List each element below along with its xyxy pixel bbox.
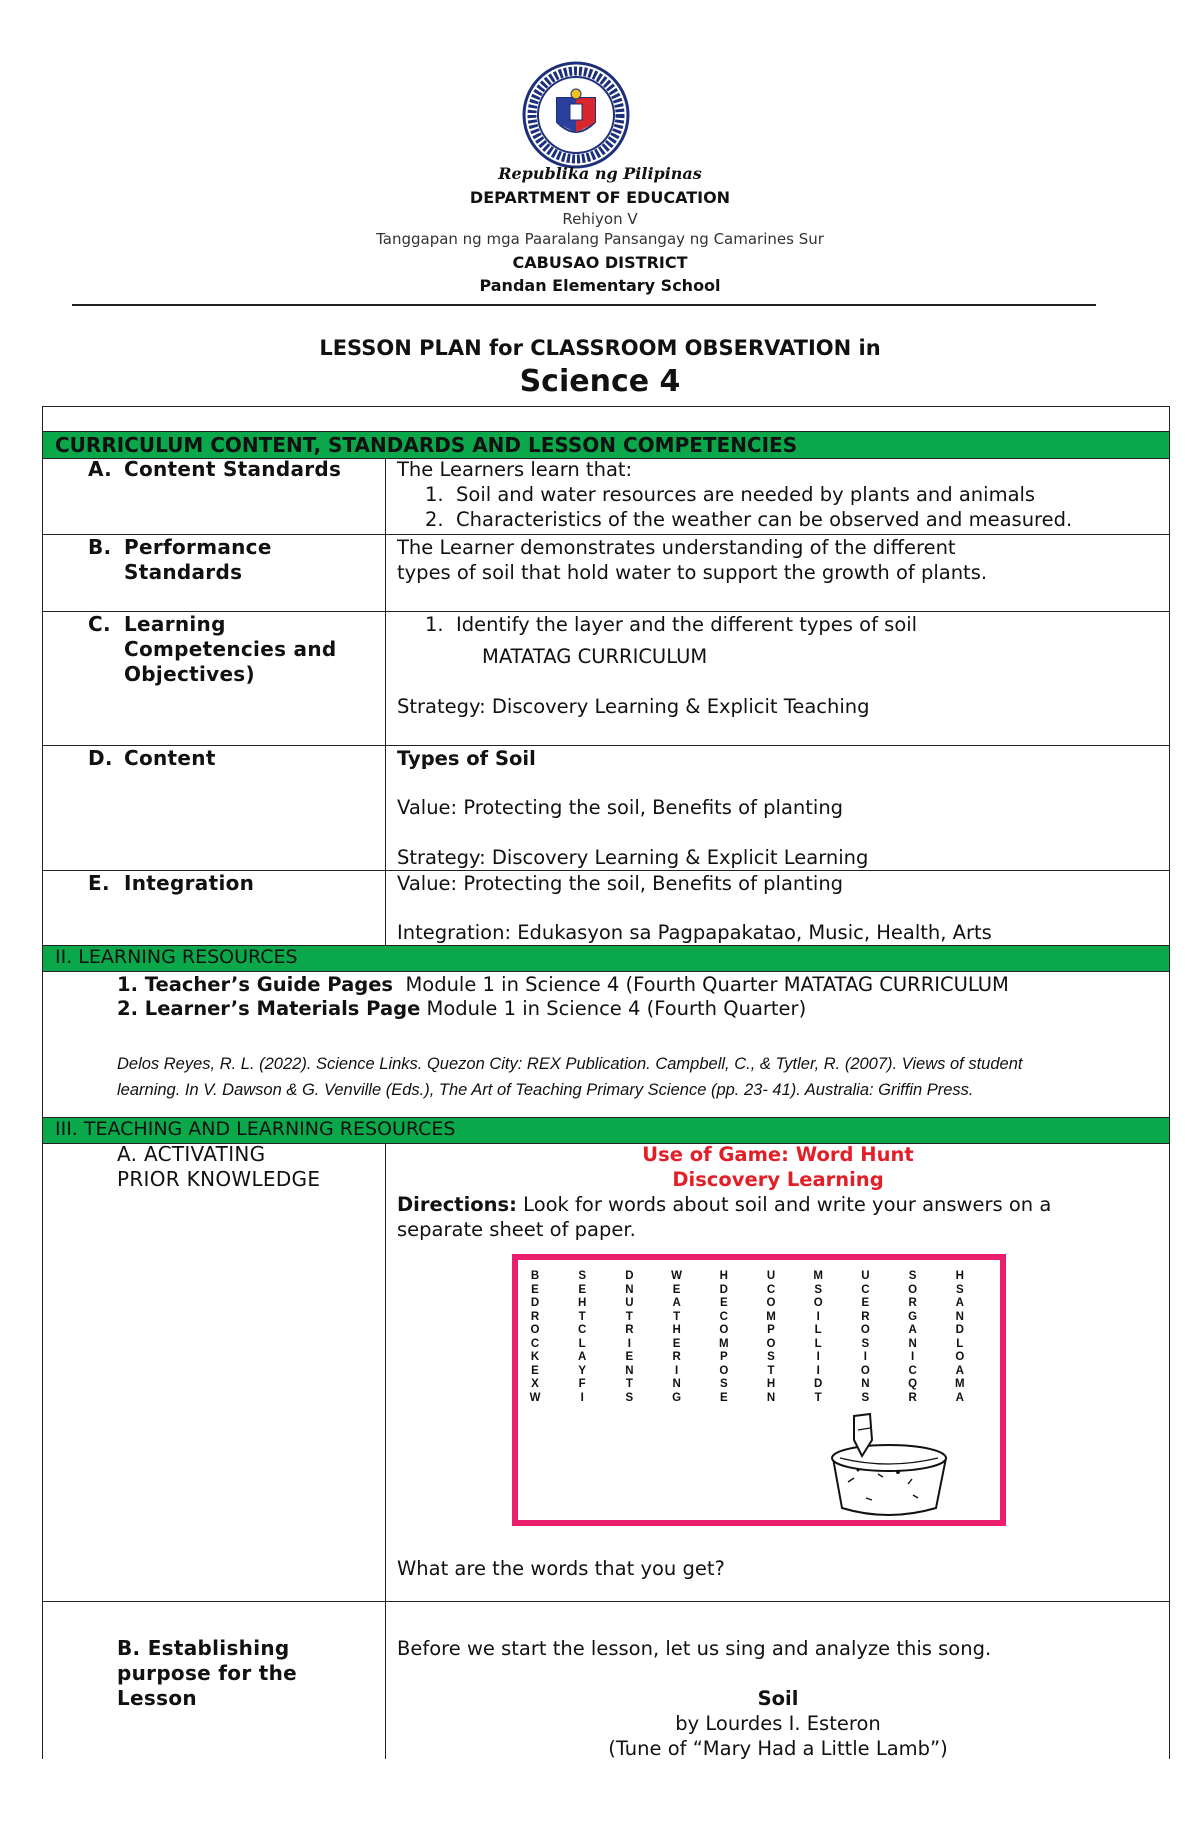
word-hunt-puzzle [512, 1254, 1006, 1526]
row-content [43, 746, 1169, 871]
content-cell [387, 535, 1169, 611]
strategy-text: Strategy: Discovery Learning & Explicit Teaching [397, 695, 870, 718]
subject-title: Science 4 [519, 364, 681, 399]
department-name: DEPARTMENT OF EDUCATION [469, 188, 731, 207]
reference-line: Delos Reyes, R. L. (2022). Science Links. Quezon City: REX Publication. Campbell, C., & Tytler, R. (2007). Views of student [117, 1055, 1023, 1073]
row-label-text: Content [124, 746, 216, 770]
learners-materials-label: 2. Learner’s Materials Page [117, 997, 421, 1020]
song-author: by Lourdes I. Esteron [675, 1712, 881, 1735]
row-letter: D. [88, 746, 113, 770]
strategy-text: Strategy: Discovery Learning & Explicit Learning [397, 846, 869, 869]
word-hunt-column: M S O I L L I I D T [813, 1270, 823, 1404]
school-name: Pandan Elementary School [479, 276, 721, 295]
content-cell [387, 612, 1169, 745]
song-title: Soil [757, 1687, 799, 1710]
row-label-text: Performance Standards [124, 535, 272, 584]
header-divider [72, 304, 1096, 306]
deped-seal-logo [521, 60, 631, 170]
label-cell [43, 871, 386, 945]
curriculum-name: MATATAG CURRICULUM [482, 645, 708, 668]
song-tune: (Tune of “Mary Had a Little Lamb”) [608, 1737, 948, 1760]
label-cell [43, 1602, 386, 1759]
performance-line: The Learner demonstrates understanding of the different [397, 536, 956, 559]
content-cell [387, 746, 1169, 870]
row-label [117, 1142, 320, 1192]
label-cell [43, 459, 386, 534]
list-item: 1. Soil and water resources are needed by plants and animals [425, 483, 1036, 506]
word-hunt-column: S E H T C L A Y F I [578, 1270, 587, 1404]
word-hunt-column: H S A N D L O A M A [955, 1270, 965, 1404]
word-hunt-column: B E D R O C K E X W [529, 1270, 541, 1404]
row-letter: A. [88, 457, 113, 481]
row-letter: E. [88, 871, 110, 895]
section-heading-label: CURRICULUM CONTENT, STANDARDS AND LESSON COMPETENCIES [55, 433, 798, 457]
row-label-text: A. ACTIVATING [117, 1142, 266, 1166]
section-heading-label: III. TEACHING AND LEARNING RESOURCES [55, 1118, 456, 1140]
row-label [117, 1636, 297, 1711]
document-title: LESSON PLAN for CLASSROOM OBSERVATION in [319, 336, 881, 360]
word-hunt-column: U C O M P O S T H N [766, 1270, 776, 1404]
row-label-text: Lesson [117, 1686, 197, 1710]
division-office: Tanggapan ng mga Paaralang Pansangay ng Camarines Sur [376, 230, 824, 248]
section-heading-curriculum [43, 432, 1169, 459]
section-heading-resources [43, 946, 1169, 972]
integration-text: Integration: Edukasyon sa Pagpapakatao, Music, Health, Arts [397, 921, 992, 944]
row-letter: C. [88, 612, 111, 636]
row-integration [43, 871, 1169, 946]
directions-label: Directions: [397, 1193, 517, 1216]
word-hunt-column: U C E R O S I O N S [860, 1270, 870, 1404]
word-hunt-column: H D E C O M P O S E [719, 1270, 729, 1404]
learners-materials-text: Module 1 in Science 4 (Fourth Quarter) [426, 997, 807, 1020]
row-label-text: Integration [124, 871, 255, 895]
label-cell [43, 535, 386, 611]
row-establishing-purpose [43, 1602, 1169, 1759]
performance-line: types of soil that hold water to support the growth of plants. [397, 561, 988, 584]
content-cell [387, 871, 1169, 945]
approach-title: Discovery Learning [672, 1168, 884, 1191]
competency-item: 1. Identify the layer and the different types of soil [425, 613, 918, 636]
lesson-topic: Types of Soil [397, 747, 536, 770]
content-cell [387, 459, 1169, 534]
row-label-text: Learning Competencies and Objectives) [124, 612, 337, 686]
word-hunt-column: W E A T H E R I N G [671, 1270, 683, 1404]
content-cell [387, 1602, 1169, 1759]
game-title: Use of Game: Word Hunt [642, 1143, 914, 1166]
row-label-text: PRIOR KNOWLEDGE [117, 1167, 321, 1191]
row-content-standards [43, 459, 1169, 535]
word-hunt-question: What are the words that you get? [397, 1557, 725, 1580]
directions-text: Look for words about soil and write your answers on a [516, 1193, 1052, 1216]
teachers-guide-label: 1. Teacher’s Guide Pages [117, 973, 394, 996]
row-learning-competencies [43, 612, 1169, 746]
standards-intro: The Learners learn that: [397, 458, 633, 481]
row-learning-resources [43, 972, 1169, 1118]
value-text: Value: Protecting the soil, Benefits of planting [397, 796, 844, 819]
region-name: Rehiyon V [562, 210, 638, 228]
row-letter: B. [88, 535, 112, 559]
value-text: Value: Protecting the soil, Benefits of planting [397, 872, 844, 895]
row-performance-standards [43, 535, 1169, 612]
directions-line: separate sheet of paper. [397, 1218, 636, 1241]
district-name: CABUSAO DISTRICT [512, 253, 688, 272]
song-intro: Before we start the lesson, let us sing and analyze this song. [397, 1637, 992, 1660]
section-heading-label: II. LEARNING RESOURCES [55, 946, 298, 968]
lesson-plan-table [42, 406, 1170, 1759]
row-label-text: B. Establishing [117, 1636, 290, 1660]
word-hunt-column: D N U T R I E N T S [625, 1270, 634, 1404]
label-cell [43, 612, 386, 745]
list-item: 2. Characteristics of the weather can be observed and measured. [425, 508, 1073, 531]
teachers-guide-text: Module 1 in Science 4 (Fourth Quarter MATATAG CURRICULUM [405, 973, 1009, 996]
section-heading-teaching [43, 1118, 1169, 1144]
learners-materials-line [117, 996, 806, 1021]
row-label-text: Content Standards [124, 457, 342, 481]
directions-line [397, 1192, 1051, 1217]
word-hunt-column: S O R G A N I C Q R [908, 1270, 918, 1404]
label-cell [43, 1144, 386, 1601]
republic-name: Republika ng Pilipinas [498, 164, 702, 183]
plant-pot-illustration [818, 1410, 958, 1520]
teachers-guide-line [117, 972, 1009, 997]
spacer-row [43, 407, 1169, 432]
row-label-text: purpose for the [117, 1661, 298, 1685]
reference-line: learning. In V. Dawson & G. Venville (Eds.), The Art of Teaching Primary Science (pp. 23- 41). Australia: Griffin Press. [117, 1081, 974, 1099]
label-cell [43, 746, 386, 870]
